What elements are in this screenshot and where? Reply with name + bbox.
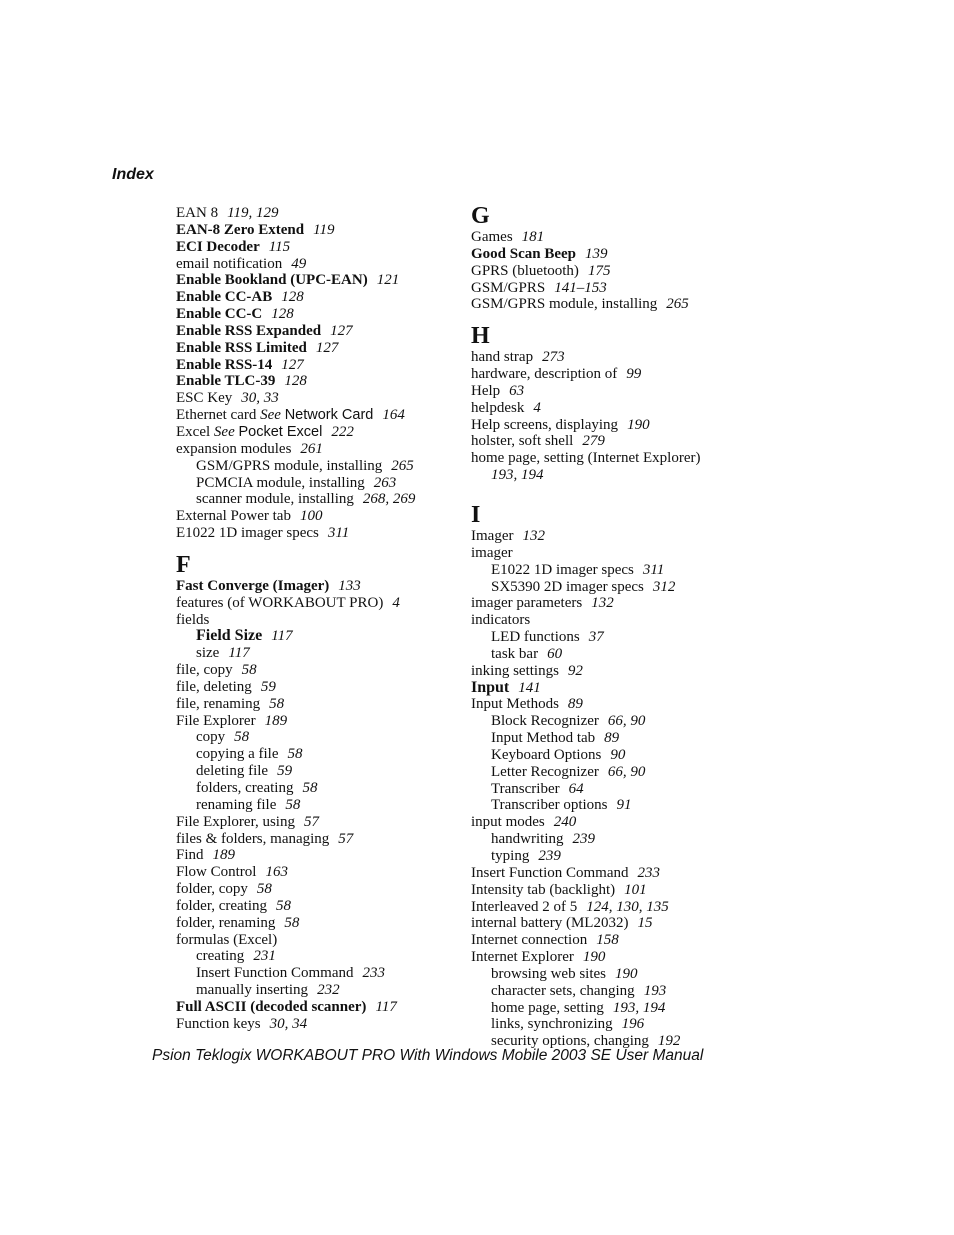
index-term: folder, copy <box>176 881 248 898</box>
page-reference: 119, 129 <box>227 205 279 221</box>
index-entry <box>176 239 456 256</box>
page-reference: 90 <box>610 746 626 763</box>
index-term: Input Method tab <box>491 730 596 747</box>
index-term: formulas (Excel) <box>176 931 278 948</box>
index-entry <box>176 713 456 730</box>
index-entry <box>471 433 771 450</box>
page-reference: 128 <box>281 289 304 306</box>
page-reference: 30, 34 <box>269 1015 308 1032</box>
index-subentry <box>471 781 771 798</box>
index-term: Enable RSS-14 <box>176 356 273 373</box>
page-reference: 190 <box>615 965 638 982</box>
page-reference: 128 <box>271 306 294 323</box>
page-reference: 158 <box>596 932 619 949</box>
page-reference: 115 <box>268 238 291 255</box>
index-entry <box>471 280 771 297</box>
index-term: home page, setting <box>491 999 604 1016</box>
page-reference: 63 <box>509 382 525 399</box>
page-reference: 124, 130, 135 <box>586 898 669 915</box>
index-term: holster, soft shell <box>471 433 574 450</box>
index-entry <box>176 424 456 441</box>
index-entry <box>471 467 771 484</box>
page-reference: 117 <box>271 628 293 645</box>
page-reference: 222 <box>331 423 354 440</box>
index-entry <box>471 528 771 545</box>
index-term: Imager <box>471 527 514 544</box>
spacer <box>471 484 771 492</box>
index-column-right <box>471 203 771 1050</box>
index-term: E1022 1D imager specs <box>176 525 319 542</box>
index-entry <box>176 289 456 306</box>
page-reference: 59 <box>277 763 293 780</box>
page-reference: 58 <box>287 746 303 763</box>
index-term: Field Size <box>196 627 263 645</box>
page-reference: 58 <box>302 780 318 796</box>
page-reference: 141–153 <box>554 279 607 296</box>
index-entry <box>471 612 771 629</box>
page-reference: 261 <box>300 440 323 457</box>
page-reference: 190 <box>627 416 650 433</box>
index-term: Enable TLC-39 <box>176 373 276 390</box>
page-reference: 37 <box>588 629 604 646</box>
page-reference: 164 <box>382 407 405 424</box>
index-entry <box>471 595 771 612</box>
page-reference: 311 <box>642 561 665 578</box>
index-entry <box>176 357 456 374</box>
index-term: folders, creating <box>196 780 294 796</box>
page-reference: 139 <box>585 245 608 262</box>
index-section-letter: I <box>471 501 481 528</box>
index-column-left <box>176 205 456 1033</box>
index-term: handwriting <box>491 831 564 848</box>
index-term: files & folders, managing <box>176 830 330 847</box>
index-subentry <box>176 982 456 999</box>
index-term: security options, changing <box>491 1033 649 1050</box>
index-term: LED functions <box>491 629 580 646</box>
page-reference: 57 <box>338 830 354 847</box>
index-section-letter: G <box>471 203 490 229</box>
index-term: hand strap <box>471 349 534 366</box>
page-reference: 58 <box>285 796 301 813</box>
see-reference-target: Network Card <box>284 407 374 424</box>
index-entry <box>176 932 456 949</box>
page-reference: 265 <box>666 296 689 313</box>
index-subentry <box>471 629 771 646</box>
index-term: Enable CC-C <box>176 306 263 323</box>
page-reference: 193 <box>643 982 667 999</box>
index-entry <box>176 612 456 629</box>
page-reference: 265 <box>391 457 414 474</box>
page-reference: 58 <box>241 662 257 679</box>
index-term: Find <box>176 847 204 864</box>
index-entry <box>176 847 456 864</box>
page-reference: 117 <box>228 645 250 662</box>
page-reference: 268, 269 <box>362 491 416 508</box>
page-reference: 163 <box>265 864 288 881</box>
index-term: input modes <box>471 814 545 831</box>
page-reference: 127 <box>330 322 353 339</box>
page-reference: 181 <box>521 229 545 245</box>
index-term: imager <box>471 544 513 561</box>
index-entry <box>471 263 771 280</box>
index-term: scanner module, installing <box>196 491 354 508</box>
index-entry <box>176 508 456 525</box>
index-entry <box>176 679 456 696</box>
page-reference: 127 <box>315 339 339 356</box>
page-reference: 133 <box>338 577 361 594</box>
index-term: hardware, description of <box>471 366 618 383</box>
index-term: Insert Function Command <box>471 864 629 881</box>
index-entry <box>176 1016 456 1033</box>
see-reference-label: See <box>260 407 281 424</box>
index-term: ESC Key <box>176 390 233 407</box>
index-term: inking settings <box>471 662 559 679</box>
index-entry <box>471 366 771 383</box>
page-reference: 4 <box>533 399 541 416</box>
index-term: expansion modules <box>176 440 292 457</box>
index-subentry <box>471 713 771 730</box>
index-entry <box>176 306 456 323</box>
index-term: Intensity tab (backlight) <box>471 881 616 898</box>
see-reference-label: See <box>213 423 235 440</box>
index-entry <box>176 407 456 424</box>
page-reference: 60 <box>547 645 563 662</box>
index-subentry <box>176 797 456 814</box>
index-term: ECI Decoder <box>176 238 260 255</box>
index-subentry <box>176 729 456 746</box>
index-term: indicators <box>471 612 531 629</box>
index-term: folder, renaming <box>176 914 276 931</box>
index-term: copying a file <box>196 746 279 763</box>
index-term: Transcriber options <box>491 797 608 814</box>
index-term: deleting file <box>196 763 269 780</box>
index-term: file, copy <box>176 662 233 679</box>
index-term: Help <box>471 382 501 399</box>
page-reference: 64 <box>568 780 584 797</box>
index-term: Enable Bookland (UPC-EAN) <box>176 272 368 289</box>
index-subentry <box>176 780 456 797</box>
index-term: helpdesk <box>471 399 525 416</box>
index-term: Block Recognizer <box>491 713 599 730</box>
index-term: Flow Control <box>176 864 257 881</box>
index-term: Input <box>471 678 510 696</box>
index-section-letter: H <box>471 323 490 350</box>
index-subentry <box>471 747 771 764</box>
page-reference: 263 <box>373 474 397 491</box>
page-reference: 58 <box>269 695 285 712</box>
index-subentry <box>471 764 771 781</box>
page-reference: 58 <box>284 914 300 931</box>
index-subentry <box>176 948 456 965</box>
page-reference: 193, 194 <box>491 467 544 484</box>
index-term: GSM/GPRS module, installing <box>471 296 658 313</box>
index-term: Function keys <box>176 1015 261 1032</box>
index-subentry <box>471 646 771 663</box>
index-term: GSM/GPRS <box>471 279 546 296</box>
page-reference: 239 <box>572 831 595 848</box>
index-entry <box>176 864 456 881</box>
index-subentry <box>176 628 456 645</box>
page-reference: 57 <box>303 813 319 830</box>
index-term: Help screens, displaying <box>471 416 619 433</box>
index-entry <box>176 595 456 612</box>
index-subentry <box>471 730 771 747</box>
index-entry <box>176 222 456 239</box>
index-entry <box>471 932 771 949</box>
index-term: copy <box>196 729 226 746</box>
page-reference: 58 <box>234 729 250 746</box>
index-term: Ethernet card <box>176 407 257 424</box>
page-reference: 119 <box>313 221 335 238</box>
index-entry <box>471 349 771 366</box>
index-term: Enable RSS Limited <box>176 339 307 356</box>
index-term: features (of WORKABOUT PRO) <box>176 594 384 611</box>
index-term: Input Methods <box>471 696 559 713</box>
index-term: file, renaming <box>176 695 261 712</box>
index-term: External Power tab <box>176 508 291 525</box>
index-entry <box>471 400 771 417</box>
page-reference: 99 <box>626 366 642 383</box>
index-term: E1022 1D imager specs <box>491 561 634 578</box>
index-term: SX5390 2D imager specs <box>491 578 644 595</box>
index-entry <box>176 205 456 222</box>
index-term: GPRS (bluetooth) <box>471 262 579 279</box>
page-reference: 196 <box>621 1016 645 1033</box>
page-reference: 193, 194 <box>612 999 666 1016</box>
index-term: EAN 8 <box>176 205 219 221</box>
index-term: folder, creating <box>176 897 268 914</box>
index-entry <box>176 831 456 848</box>
index-subentry <box>176 965 456 982</box>
page-reference: 189 <box>212 847 236 864</box>
page-reference: 92 <box>567 662 583 679</box>
index-subentry <box>176 458 456 475</box>
page-reference: 132 <box>522 527 545 544</box>
index-term: Good Scan Beep <box>471 245 577 262</box>
index-term: File Explorer <box>176 712 256 729</box>
page-reference: 58 <box>276 897 292 914</box>
index-term: GSM/GPRS module, installing <box>196 457 383 474</box>
index-entry <box>176 272 456 289</box>
page-reference: 101 <box>624 881 647 898</box>
page-reference: 175 <box>587 262 611 279</box>
index-entry <box>176 662 456 679</box>
index-entry <box>176 999 456 1016</box>
page-reference: 66, 90 <box>607 763 646 780</box>
index-term: internal battery (ML2032) <box>471 915 629 932</box>
page-reference: 239 <box>538 848 561 864</box>
index-entry <box>471 383 771 400</box>
index-term: Interleaved 2 of 5 <box>471 898 578 915</box>
index-term: browsing web sites <box>491 965 606 982</box>
index-entry <box>176 441 456 458</box>
index-term: task bar <box>491 645 539 662</box>
index-entry <box>471 246 771 263</box>
page-reference: 312 <box>652 578 676 595</box>
page-reference: 91 <box>616 797 632 814</box>
page-reference: 192 <box>657 1033 681 1050</box>
index-entry <box>176 915 456 932</box>
index-subentry <box>471 579 771 596</box>
page-reference: 190 <box>582 949 606 966</box>
index-entry <box>471 949 771 966</box>
page-reference: 232 <box>317 982 340 999</box>
index-term: Insert Function Command <box>196 965 354 982</box>
page-reference: 59 <box>260 678 276 695</box>
index-subentry <box>471 1000 771 1017</box>
index-entry <box>471 450 771 467</box>
index-subentry <box>176 475 456 492</box>
index-entry <box>471 417 771 434</box>
index-term: Letter Recognizer <box>491 763 599 780</box>
index-subentry <box>471 562 771 579</box>
index-term: creating <box>196 948 245 965</box>
index-subentry <box>471 831 771 848</box>
index-subentry <box>176 763 456 780</box>
index-subentry <box>471 797 771 814</box>
index-entry <box>471 696 771 713</box>
index-entry <box>471 865 771 882</box>
page-reference: 4 <box>392 594 400 611</box>
index-term: Internet Explorer <box>471 949 574 966</box>
page-header: Index <box>112 166 154 183</box>
index-term: character sets, changing <box>491 982 635 999</box>
index-entry <box>176 881 456 898</box>
index-subentry <box>176 645 456 662</box>
index-term: Transcriber <box>491 780 560 797</box>
index-term: manually inserting <box>196 982 309 999</box>
index-entry <box>471 899 771 916</box>
index-term: Keyboard Options <box>491 746 602 763</box>
index-term: Enable RSS Expanded <box>176 322 322 339</box>
index-term: home page, setting (Internet Explorer) <box>471 450 701 467</box>
index-entry <box>471 882 771 899</box>
index-subentry <box>176 746 456 763</box>
page-reference: 66, 90 <box>607 713 646 730</box>
index-term: EAN-8 Zero Extend <box>176 221 305 238</box>
page-reference: 89 <box>567 696 583 713</box>
index-subentry <box>176 491 456 508</box>
index-entry <box>471 663 771 680</box>
index-term: Internet connection <box>471 932 588 949</box>
page-reference: 30, 33 <box>241 390 279 407</box>
index-section-letter: F <box>176 551 191 578</box>
index-term: Full ASCII (decoded scanner) <box>176 998 367 1015</box>
index-entry <box>471 545 771 562</box>
index-term: typing <box>491 848 530 864</box>
page-reference: 273 <box>542 349 565 366</box>
index-entry <box>176 578 456 595</box>
index-entry <box>176 323 456 340</box>
index-entry <box>176 898 456 915</box>
page-reference: 127 <box>281 356 304 373</box>
index-term: imager parameters <box>471 595 583 612</box>
page-reference: 89 <box>604 730 620 747</box>
index-entry <box>176 696 456 713</box>
page-reference: 279 <box>582 433 605 450</box>
index-term: file, deleting <box>176 678 252 695</box>
page-reference: 121 <box>376 272 400 289</box>
page-reference: 58 <box>256 881 272 898</box>
page-reference: 117 <box>375 998 397 1015</box>
index-term: Excel <box>176 423 211 440</box>
index-entry <box>471 814 771 831</box>
page-footer: Psion Teklogix WORKABOUT PRO With Windows Mobile 2003 SE User Manual <box>152 1047 704 1064</box>
index-entry <box>471 915 771 932</box>
page-reference: 49 <box>291 255 307 272</box>
index-term: renaming file <box>196 796 277 813</box>
index-entry <box>471 229 771 246</box>
page-reference: 132 <box>591 595 614 612</box>
index-term: Games <box>471 229 513 245</box>
index-term: Enable CC-AB <box>176 289 273 306</box>
page-reference: 240 <box>553 814 577 831</box>
page-reference: 233 <box>362 965 385 982</box>
index-subentry <box>471 983 771 1000</box>
index-term: links, synchronizing <box>491 1016 613 1033</box>
index-term: email notification <box>176 255 283 272</box>
index-entry <box>176 256 456 273</box>
index-entry <box>471 296 771 313</box>
page-reference: 141 <box>518 679 541 696</box>
index-term: Fast Converge (Imager) <box>176 577 330 594</box>
page-reference: 128 <box>284 373 307 390</box>
index-entry <box>176 340 456 357</box>
page-reference: 15 <box>637 915 653 932</box>
index-term: File Explorer, using <box>176 813 295 830</box>
page-reference: 189 <box>264 712 288 729</box>
index-term: size <box>196 645 220 662</box>
index-subentry <box>471 1016 771 1033</box>
index-entry <box>471 680 771 697</box>
page-reference: 231 <box>253 948 276 965</box>
index-term: fields <box>176 611 210 628</box>
index-subentry <box>471 966 771 983</box>
index-entry <box>176 814 456 831</box>
index-entry <box>176 390 456 407</box>
index-entry <box>176 373 456 390</box>
index-entry <box>176 525 456 542</box>
page-reference: 233 <box>637 864 660 881</box>
page-reference: 311 <box>327 525 350 542</box>
page-reference: 100 <box>299 508 323 525</box>
index-term: PCMCIA module, installing <box>196 474 365 491</box>
index-subentry <box>471 848 771 865</box>
see-reference-target: Pocket Excel <box>238 423 323 440</box>
